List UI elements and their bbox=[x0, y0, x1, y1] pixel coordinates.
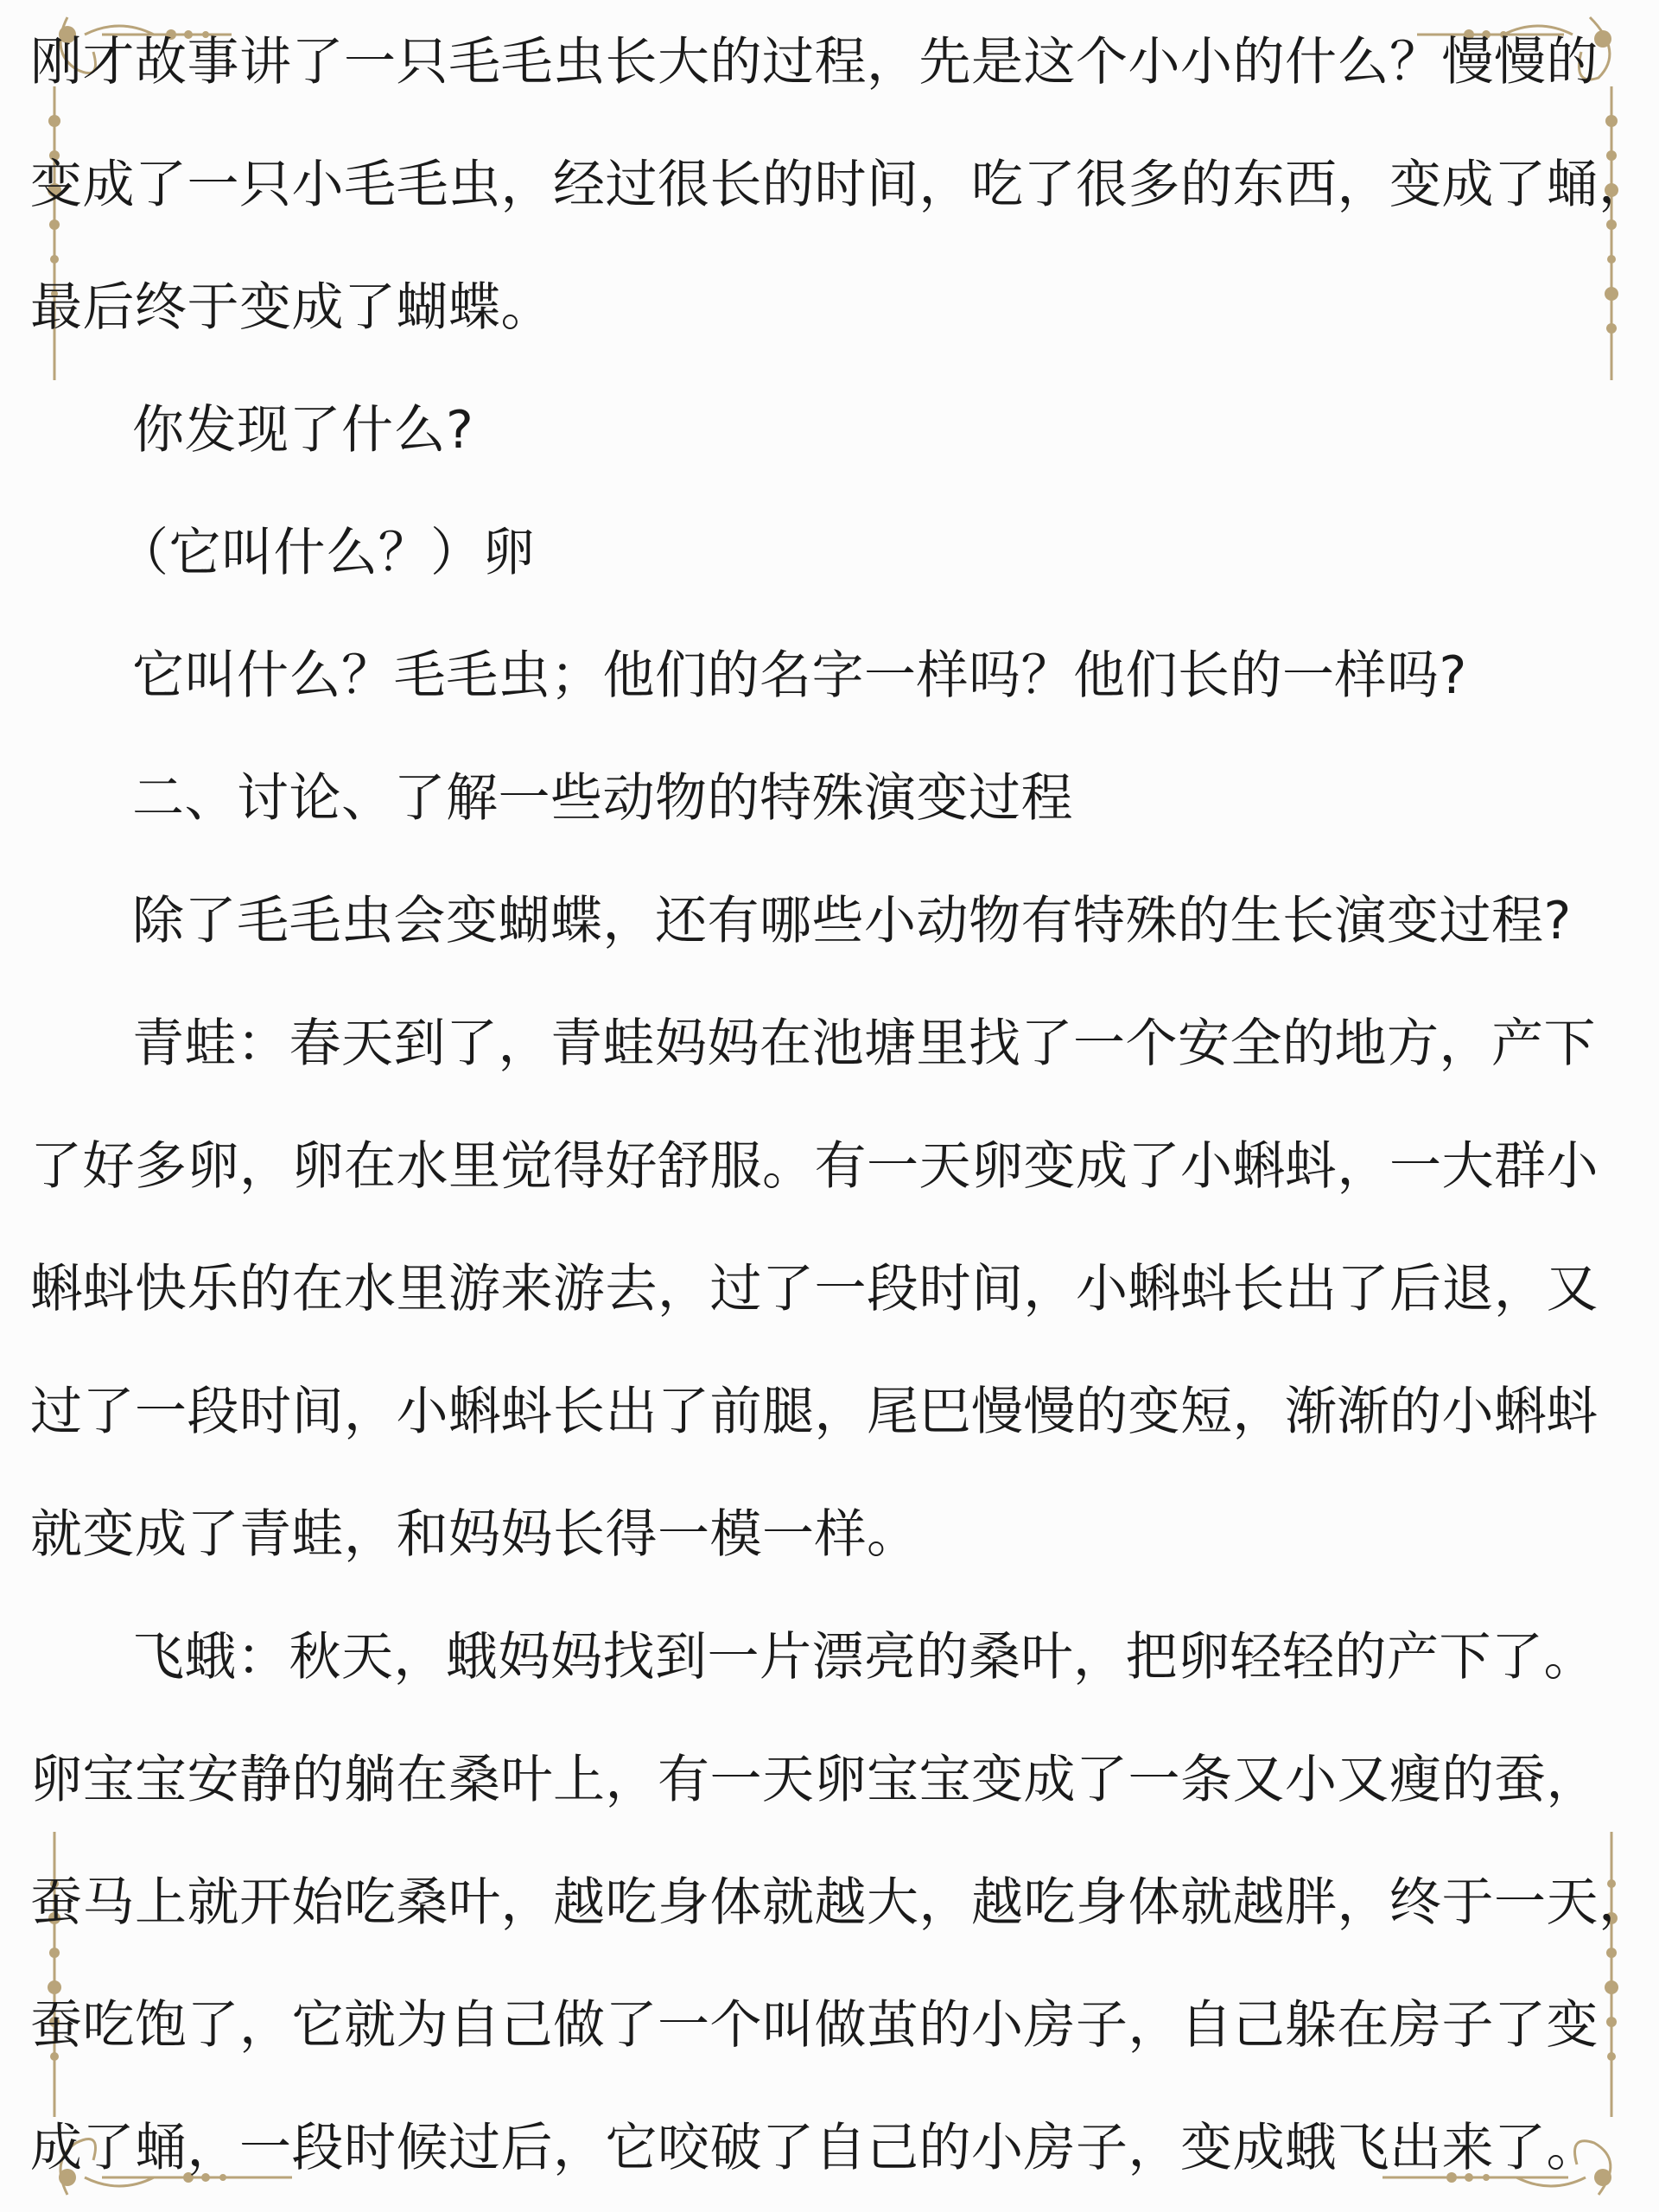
text-line: （它叫什么？）卵 bbox=[117, 523, 535, 583]
text-line: 蚕马上就开始吃桑叶，越吃身体就越大，越吃身体就越胖，终于一天， bbox=[30, 1872, 1651, 1933]
section-heading: 二、讨论、了解一些动物的特殊演变过程 bbox=[132, 768, 1073, 829]
text-line: 刚才故事讲了一只毛毛虫长大的过程，先是这个小小的什么？慢慢的 bbox=[30, 32, 1599, 92]
text-line: 卵宝宝安静的躺在桑叶上，有一天卵宝宝变成了一条又小又瘦的蚕， bbox=[30, 1750, 1599, 1810]
text-line: 它叫什么？毛毛虫；他们的名字一样吗？他们长的一样吗? bbox=[132, 645, 1467, 706]
text-line: 就变成了青蛙，和妈妈长得一模一样。 bbox=[30, 1504, 919, 1565]
text-line: 你发现了什么? bbox=[132, 400, 474, 461]
text-line: 青蛙：春天到了，青蛙妈妈在池塘里找了一个安全的地方，产下 bbox=[132, 1014, 1596, 1074]
text-line: 最后终于变成了蝴蝶。 bbox=[30, 277, 553, 338]
text-line: 了好多卵，卵在水里觉得好舒服。有一天卵变成了小蝌蚪，一大群小 bbox=[30, 1136, 1599, 1197]
text-line: 飞蛾：秋天，蛾妈妈找到一片漂亮的桑叶，把卵轻轻的产下了。 bbox=[132, 1627, 1596, 1688]
text-line: 蚕吃饱了，它就为自己做了一个叫做茧的小房子，自己躲在房子了变 bbox=[30, 1995, 1599, 2056]
text-line: 过了一段时间，小蝌蚪长出了前腿，尾巴慢慢的变短，渐渐的小蝌蚪 bbox=[30, 1382, 1599, 1442]
text-line: 变成了一只小毛毛虫，经过很长的时间，吃了很多的东西，变成了蛹， bbox=[30, 155, 1651, 215]
text-line: 成了蛹，一段时候过后，它咬破了自己的小房子，变成蛾飞出来了。 bbox=[30, 2118, 1599, 2178]
text-line: 除了毛毛虫会变蝴蝶，还有哪些小动物有特殊的生长演变过程? bbox=[132, 891, 1572, 951]
text-line: 蝌蚪快乐的在水里游来游去，过了一段时间，小蝌蚪长出了后退，又 bbox=[30, 1259, 1599, 1319]
